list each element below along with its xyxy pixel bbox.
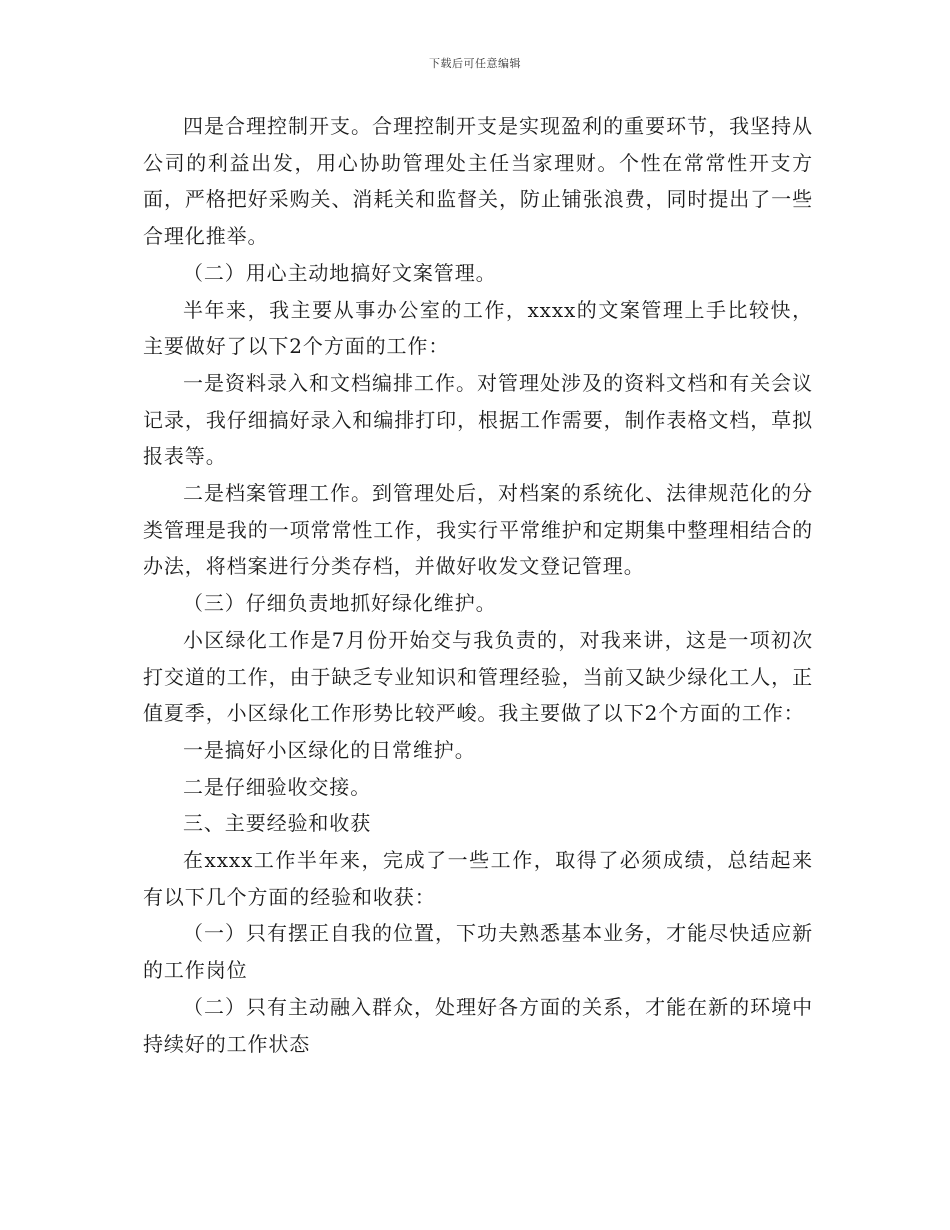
section-heading-greening-maintenance: （三）仔细负责地抓好绿化维护。 (183, 591, 497, 616)
paragraph-experience-summary: 在xxxx工作半年来，完成了一些工作，取得了必须成绩，总结起来有以下几个方面的经验和收获： (143, 848, 813, 909)
paragraph-control-expenses: 四是合理控制开支。合理控制开支是实现盈利的重要环节，我坚持从公司的利益出发，用心协助管理处主任当家理财。个性在常常性开支方面，严格把好采购关、消耗关和监督关，防止铺张浪费，同时提出了一些合理化推举。 (143, 114, 813, 249)
paragraph-daily-maintenance: 一是搞好小区绿化的日常维护。 (183, 737, 476, 762)
page-header: 下载后可任意编辑 (429, 57, 521, 70)
paragraph-greening-work: 小区绿化工作是7月份开始交与我负责的，对我来讲，这是一项初次打交道的工作，由于缺乏专业知识和管理经验，当前又缺少绿化工人，正值夏季，小区绿化工作形势比较严峻。我主要做了以下2个方面的工作： (143, 627, 813, 726)
paragraph-experience-one: （一）只有摆正自我的位置，下功夫熟悉基本业务，才能尽快适应新的工作岗位 (143, 921, 813, 983)
document-body (143, 108, 813, 1062)
paragraph-archive-management: 二是档案管理工作。到管理处后，对档案的系统化、法律规范化的分类管理是我的一项常常性工作，我实行平常维护和定期集中整理相结合的办法，将档案进行分类存档，并做好收发文登记管理。 (143, 481, 813, 579)
paragraph-experience-two: （二）只有主动融入群众，处理好各方面的关系，才能在新的环境中持续好的工作状态 (143, 994, 813, 1056)
section-heading-document-management: （二）用心主动地搞好文案管理。 (183, 260, 497, 285)
paragraph-acceptance-handover: 二是仔细验收交接。 (183, 774, 372, 799)
section-heading-experience: 三、主要经验和收获 (183, 811, 372, 836)
paragraph-half-year-office-work: 半年来，我主要从事办公室的工作，xxxx的文案管理上手比较快，主要做好了以下2个方面的工作： (143, 297, 813, 359)
paragraph-data-entry: 一是资料录入和文档编排工作。对管理处涉及的资料文档和有关会议记录，我仔细搞好录入和编排打印，根据工作需要，制作表格文档，草拟报表等。 (143, 370, 813, 469)
